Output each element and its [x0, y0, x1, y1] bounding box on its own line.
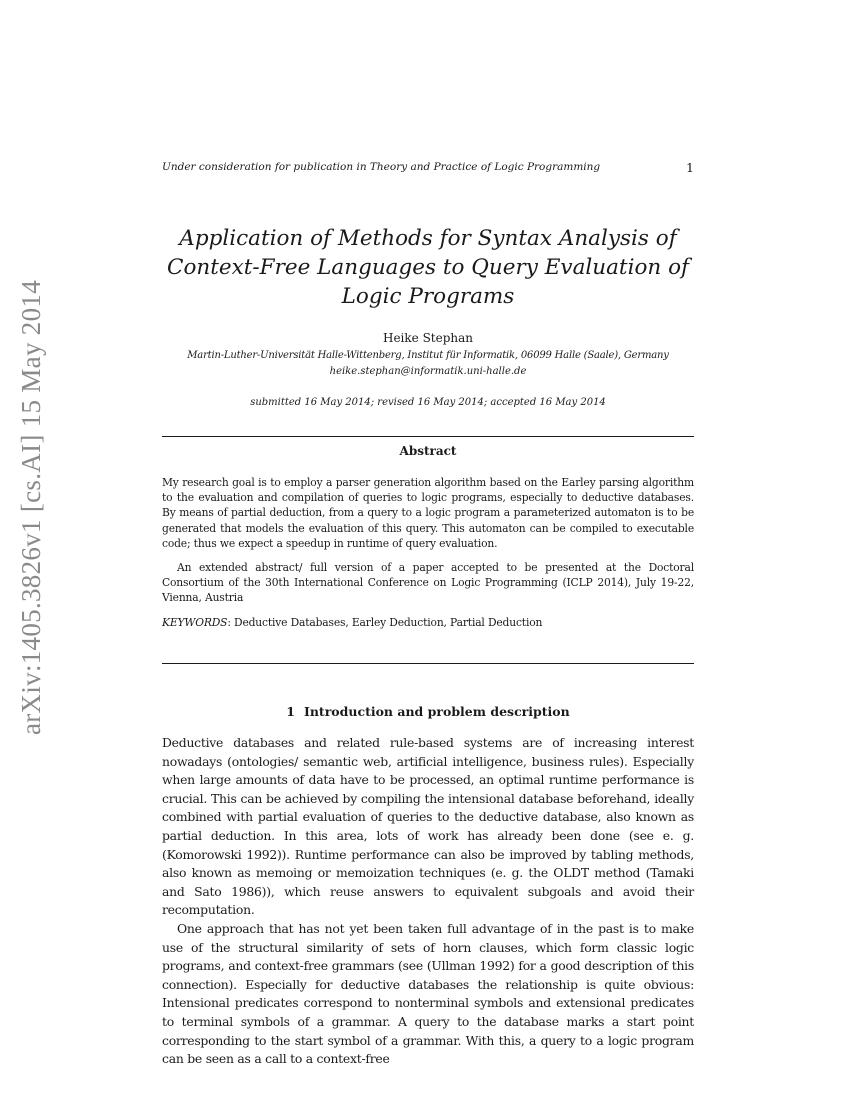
submission-dates: submitted 16 May 2014; revised 16 May 2014; accepted 16 May 2014	[250, 397, 606, 408]
author-affiliation: Martin-Luther-Universität Halle-Wittenberg, Institut für Informatik, 06099 Halle (Saale), Germany	[187, 350, 669, 361]
title-line: Application of Methods for Syntax Analysis of	[179, 226, 677, 251]
running-head: Under consideration for publication in Theory and Practice of Logic Programming	[162, 161, 601, 173]
section-body	[162, 734, 694, 1069]
title-line: Logic Programs	[341, 284, 515, 309]
body-paragraph: Deductive databases and related rule-based systems are of increasing interest nowadays (ontologies/ semantic web, artificial intelligence, business rules). Especially when large amounts of data have to be processed, an optimal runtime performance is crucial. This can be achieved by compiling the intensional database beforehand, ideally combined with partial evaluation of queries to the deductive database, also known as partial deduction. In this area, lots of work has already been done (see e. g. (Komorowski 1992)). Runtime performance can also be improved by tabling methods, also known as memoing or memoization techniques (e. g. the OLDT method (Tamaki and Sato 1986)), which reuse answers to equivalent subgoals and avoid their recomputation.	[162, 735, 694, 918]
abstract-body	[162, 475, 694, 630]
abstract-paragraph: My research goal is to employ a parser generation algorithm based on the Earley parsing algorithm to the evaluation and compilation of queries to logic programs, especially to deductive databases. By means of partial deduction, from a query to a logic program a parameterized automaton is to be generated that models the evaluation of this query. This automaton can be compiled to executable code; thus we expect a speedup in runtime of query evaluation.	[162, 476, 694, 550]
abstract-top-rule	[162, 436, 694, 437]
page-number: 1	[686, 160, 694, 175]
keywords-label: KEYWORDS	[162, 615, 228, 629]
arxiv-identifier-text: arXiv:1405.3826v1 [cs.AI] 15 May 2014	[15, 280, 46, 736]
section-number: 1	[286, 704, 295, 719]
author-name: Heike Stephan	[382, 331, 474, 345]
keywords	[162, 615, 694, 630]
arxiv-identifier	[5, 268, 57, 748]
paper-title	[162, 224, 694, 311]
section-title: Introduction and problem description	[304, 704, 570, 719]
author-email: heike.stephan@informatik.uni-halle.de	[329, 366, 527, 377]
abstract-bottom-rule	[162, 663, 694, 664]
abstract-note: An extended abstract/ full version of a paper accepted to be presented at the Doctoral Consortium of the 30th International Conference on Logic Programming (ICLP 2014), July 19-22, Vienna, Austria	[162, 561, 694, 605]
abstract-heading: Abstract	[399, 444, 457, 458]
keywords-list: : Deductive Databases, Earley Deduction, Partial Deduction	[227, 615, 543, 629]
section-heading	[162, 704, 694, 719]
title-line: Context-Free Languages to Query Evaluation of	[167, 255, 689, 280]
body-paragraph: One approach that has not yet been taken full advantage of in the past is to make use of the structural similarity of sets of horn clauses, which form classic logic programs, and context-free grammars (see (Ullman 1992) for a good description of this connection). Especially for deductive databases the relationship is quite obvious: Intensional predicates correspond to nonterminal symbols and extensional predicates to terminal symbols of a grammar. A query to the database marks a start point corresponding to the start symbol of a grammar. With this, a query to a logic program can be seen as a call to a context-free	[162, 920, 694, 1067]
